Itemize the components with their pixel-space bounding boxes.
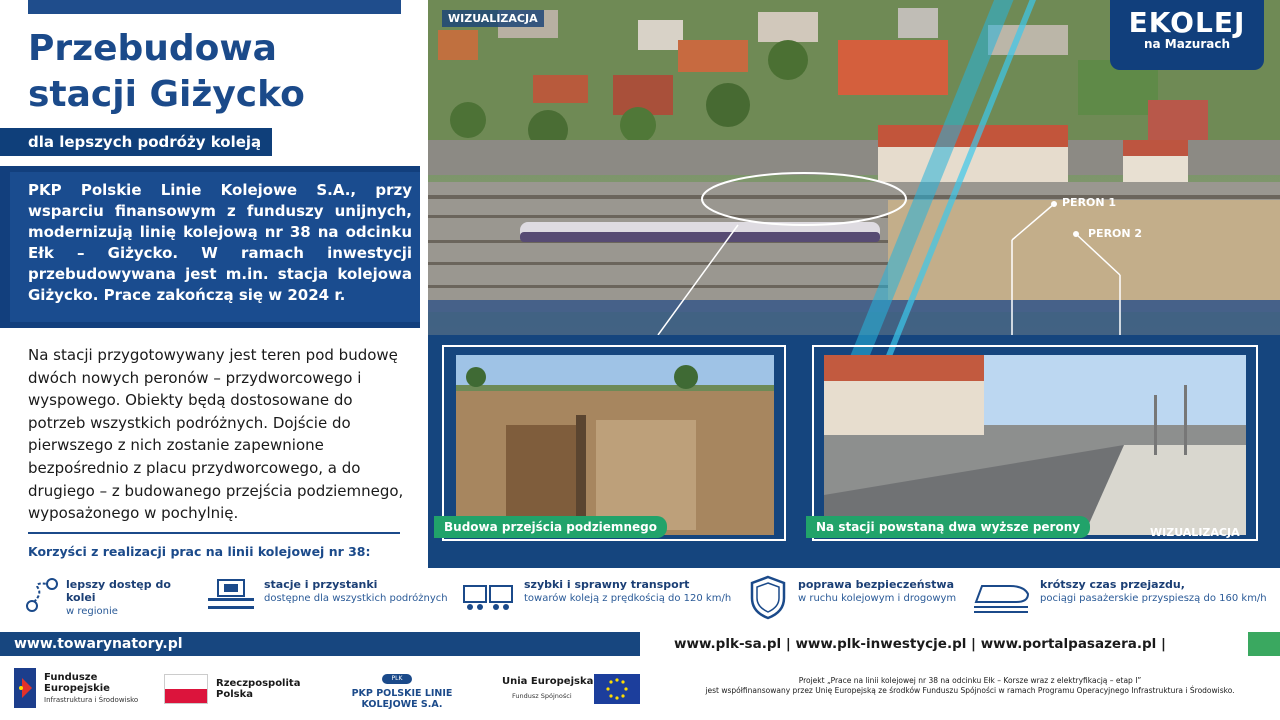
lead-text: PKP Polskie Linie Kolejowe S.A., przy wsparciu finansowym z funduszy unijnych, modernizują linię kolejową nr 38 na odcinku Ełk – Giżycko. W ramach inwestycji przebudowywana jest m.in. stacja kolejowa Giżycko. Prace zakończą się w 2024 r. bbox=[28, 181, 412, 304]
station-icon bbox=[204, 576, 258, 616]
benefit-title: stacje i przystanki bbox=[264, 578, 378, 591]
plk-logo bbox=[322, 672, 482, 710]
benefit-subtitle: towarów koleją z prędkością do 120 km/h bbox=[524, 593, 732, 604]
viz-label-bottom: WIZUALIZACJA bbox=[1150, 526, 1240, 539]
viz-label-top: WIZUALIZACJA bbox=[442, 10, 544, 27]
benefit-title: poprawa bezpieczeństwa bbox=[798, 578, 955, 591]
page-title bbox=[28, 26, 305, 118]
rp-logo bbox=[164, 674, 301, 706]
fast-train-icon bbox=[972, 576, 1032, 616]
eu-flag-icon bbox=[594, 674, 640, 704]
body-text: Na stacji przygotowywany jest teren pod budowę dwóch nowych peronów – przydworcowego i wyspowego. Obiekty będą dostosowane do potrzeb wszystkich podróżnych. Dojście do pierwszego z nich zostanie zapewnione bezpośrednio z placu przydworcowego, a do drugiego – z budowanego przejścia podziemnego, wyposażonego w pochylnię. bbox=[28, 346, 404, 523]
caption-right: Na stacji powstaną dwa wyższe perony bbox=[806, 516, 1090, 538]
subtitle: dla lepszych podróży koleją bbox=[0, 128, 272, 156]
polish-flag-icon bbox=[164, 674, 208, 704]
divider bbox=[28, 532, 400, 534]
benefit-subtitle: w regionie bbox=[66, 606, 118, 617]
project-line-1: Projekt „Prace na linii kolejowej nr 38 na odcinku Ełk – Korsze wraz z elektryfikacją – etap I” bbox=[798, 676, 1142, 685]
benefit-subtitle: w ruchu kolejowym i drogowym bbox=[798, 593, 957, 604]
eu-title: Unia Europejska bbox=[502, 676, 594, 687]
partner-links[interactable]: www.plk-sa.pl | www.plk-inwestycje.pl | www.portalpasazera.pl | bbox=[674, 636, 1166, 652]
top-accent-bar bbox=[28, 0, 401, 14]
peron-2-label: PERON 2 bbox=[1088, 227, 1143, 240]
freight-wagon-icon bbox=[462, 576, 516, 616]
platform-visualization bbox=[824, 355, 1246, 535]
photo-panel bbox=[428, 0, 1280, 568]
fe-logo bbox=[14, 668, 154, 708]
fe-flag-icon bbox=[14, 668, 38, 708]
benefit-title: szybki i sprawny transport bbox=[524, 578, 690, 591]
url-link[interactable]: www.towarynatory.pl bbox=[0, 632, 640, 656]
project-line-2: jest współfinansowany przez Unię Europejską ze środków Funduszu Spójności w ramach Programu Operacyjnego Infrastruktura i Środowisko. bbox=[705, 686, 1235, 695]
caption-left: Budowa przejścia podziemnego bbox=[434, 516, 667, 538]
photo-frame-right bbox=[812, 345, 1258, 541]
construction-photo bbox=[456, 355, 774, 535]
title-line-2: stacji Giżycko bbox=[28, 74, 305, 115]
project-note bbox=[680, 676, 1260, 696]
brand-name: EKOLEJ bbox=[1128, 6, 1246, 39]
plk-badge-icon: PLK bbox=[382, 674, 412, 684]
route-icon bbox=[24, 576, 60, 616]
fe-sub: Infrastruktura i Środowisko bbox=[44, 696, 139, 704]
ekolej-logo bbox=[1110, 0, 1264, 70]
green-accent-tab bbox=[1248, 632, 1280, 656]
plk-name: PKP POLSKIE LINIE KOLEJOWE S.A. bbox=[351, 688, 453, 710]
photo-frame-left bbox=[442, 345, 786, 541]
benefit-title: krótszy czas przejazdu, bbox=[1040, 578, 1185, 591]
benefit-title: lepszy dostęp do kolei bbox=[66, 578, 171, 604]
benefit-subtitle: pociągi pasażerskie przyspieszą do 160 km/h bbox=[1040, 593, 1267, 604]
eu-sub: Fundusz Spójności bbox=[512, 692, 572, 700]
peron-1-label: PERON 1 bbox=[1062, 196, 1117, 209]
shield-icon bbox=[748, 574, 788, 620]
eu-logo bbox=[502, 672, 642, 708]
benefit-subtitle: dostępne dla wszystkich podróżnych bbox=[264, 593, 448, 604]
rp-title: Rzeczpospolita Polska bbox=[216, 678, 301, 700]
brand-tagline: na Mazurach bbox=[1143, 37, 1231, 51]
fe-title: Fundusze Europejskie bbox=[44, 672, 110, 694]
title-line-1: Przebudowa bbox=[28, 28, 277, 69]
benefits-heading: Korzyści z realizacji prac na linii kolejowej nr 38: bbox=[28, 544, 371, 559]
